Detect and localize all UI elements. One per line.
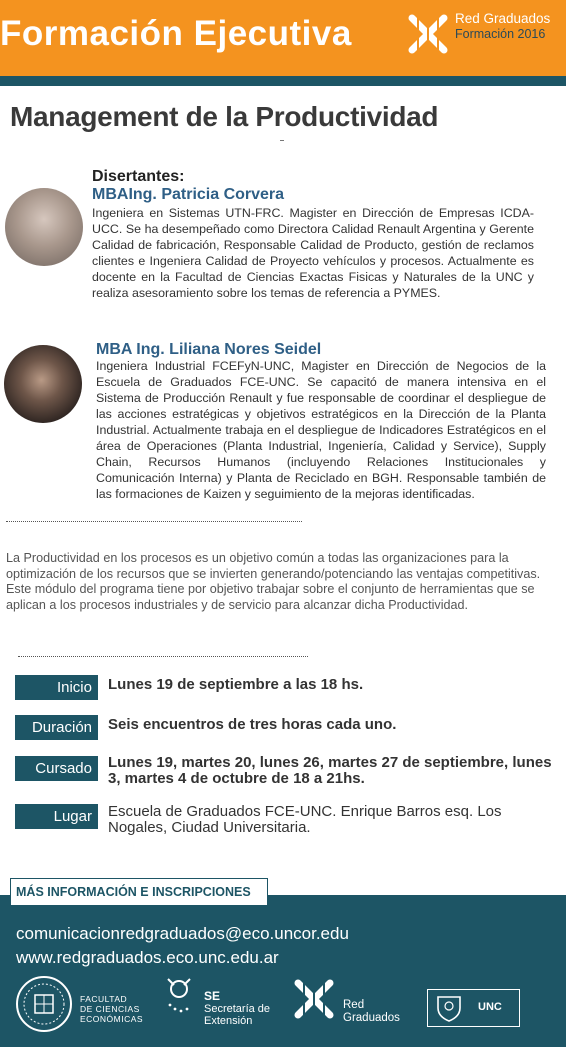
detail-value-duracion: Seis encuentros de tres horas cada uno. xyxy=(108,716,397,733)
unc-logo xyxy=(427,989,520,1027)
contact-website[interactable]: www.redgraduados.eco.unc.edu.ar xyxy=(16,948,279,967)
speaker-name: MBA Ing. Liliana Nores Seidel xyxy=(96,341,322,358)
page-title: Management de la Productividad xyxy=(10,101,439,132)
brand-subtitle: Formación 2016 xyxy=(455,27,546,41)
header-divider xyxy=(0,76,566,86)
unc-shield-icon xyxy=(434,994,464,1022)
red-line: Red xyxy=(343,999,365,1011)
detail-value-cursado: Lunes 19, martes 20, lunes 26, martes 27 de septiembre, lunes 3, martes 4 de octubre de 18 a 21hs. xyxy=(108,754,552,787)
speaker-photo xyxy=(5,188,83,266)
fce-line: FACULTAD xyxy=(80,994,128,1004)
detail-label-inicio: Inicio xyxy=(15,675,98,700)
brand-text xyxy=(455,12,550,41)
fce-line: ECONÓMICAS xyxy=(80,1014,144,1024)
speaker-photo xyxy=(4,345,82,423)
divider-mark xyxy=(280,140,284,141)
detail-value-lugar: Escuela de Graduados FCE-UNC. Enrique Barros esq. Los Nogales, Ciudad Universitaria. xyxy=(108,803,502,836)
speaker-name: MBAIng. Patricia Corvera xyxy=(92,186,285,203)
speaker-bio: Ingeniera en Sistemas UTN-FRC. Magister en Dirección de Empresas ICDA-UCC. Se ha desempeñado como Directora Calidad Renault Argentina y Gerente Calidad de fabricación, Responsable Calidad de Producto, gestión de reclamos clientes e Ingeniera Calidad de Proyecto vehículos y procesos. Actualmente es docente en la Facultad de Ciencias Exactas Fisicas y Naturales de la UNC y realiza asesoramiento sobre los temas de referencia a PYMES. xyxy=(92,206,534,300)
dotted-divider xyxy=(6,521,302,522)
header-banner xyxy=(0,0,566,76)
extension-line: Extensión xyxy=(204,1015,253,1027)
extension-logo-text xyxy=(204,990,270,1027)
dotted-divider xyxy=(18,656,308,657)
red-graduados-logo xyxy=(404,10,452,58)
detail-label-cursado: Cursado xyxy=(15,756,98,781)
fce-seal-icon xyxy=(15,975,73,1033)
extension-line: Secretaría de xyxy=(204,1003,271,1015)
more-info-banner: MÁS INFORMACIÓN E INSCRIPCIONES xyxy=(10,878,268,906)
detail-label-lugar: Lugar xyxy=(15,804,98,829)
speaker-bio: Ingeniera Industrial FCEFyN-UNC, Magister en Dirección de Negocios de la Escuela de Graduados FCE-UNC. Se capacitó de manera intensiva en el Sistema de Producción Renault y fue responsable de coordinar el despliegue de las acciones estratégicas y objetivos estratégicos en la Dirección de la Planta Industrial. Actualmente trabaja en el despliegue de Indicadores Estratégicos en el área de Operaciones (Planta Industrial, Ingeniería, Calidad y Service), Supply Chain, Recursos Humanos (incluyendo Relaciones Institucionales y Comunicación Interna) y Planta de Reciclado en BGH. Responsable también de las formaciones de Kaizen y seguimiento de la mejoras identificadas. xyxy=(96,359,546,501)
unc-text: UNC xyxy=(478,1001,502,1013)
red-line: Graduados xyxy=(343,1012,400,1024)
contact-email[interactable]: comunicacionredgraduados@eco.uncor.edu xyxy=(16,924,349,943)
detail-label-duracion: Duración xyxy=(15,715,98,740)
fce-logo-text xyxy=(80,994,143,1024)
extension-icon xyxy=(162,975,196,1015)
detail-value-inicio: Lunes 19 de septiembre a las 18 hs. xyxy=(108,676,364,693)
extension-abbr: SE xyxy=(204,989,221,1003)
speakers-heading: Disertantes: xyxy=(92,168,185,185)
fce-line: DE CIENCIAS xyxy=(80,1004,140,1014)
red-graduados-footer-text xyxy=(343,999,400,1025)
course-description: La Productividad en los procesos es un objetivo común a todas las organizaciones para la optimización de los recursos que se invierten generando/potenciando las ventajas competitivas. Este módulo del programa tiene por objetivo trabajar sobre el conjunto de herramientas que se aplican a los procesos industriales y de servicio para alcanzar dicha Productividad. xyxy=(6,551,541,612)
red-graduados-footer-icon xyxy=(290,975,338,1023)
brand-name: Red Graduados xyxy=(455,11,551,26)
header-title: Formación Ejecutiva xyxy=(0,14,352,53)
